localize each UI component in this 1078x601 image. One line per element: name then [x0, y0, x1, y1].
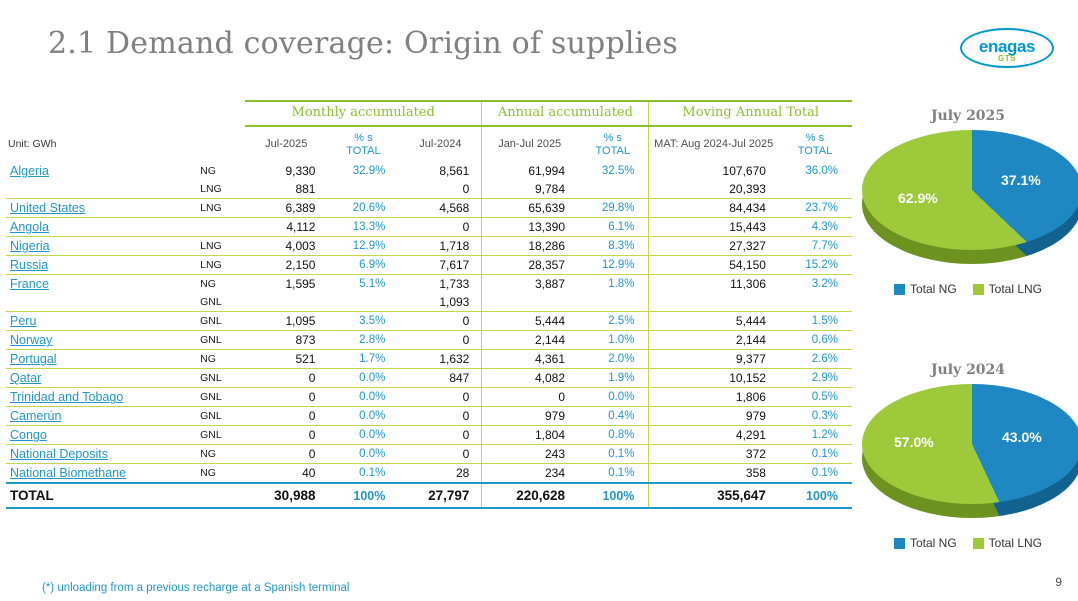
- cell-jul2024: 1,093: [399, 293, 481, 312]
- total-label: TOTAL: [6, 483, 192, 508]
- row-fuel: [192, 218, 245, 237]
- row-fuel: GNL: [192, 407, 245, 426]
- cell-jul2025: 9,330: [285, 164, 316, 179]
- cell-mat: 10,152: [649, 369, 778, 388]
- total-jul2025: 30,988: [245, 483, 327, 508]
- row-label[interactable]: Peru: [6, 312, 192, 331]
- row-fuel: LNG: [192, 199, 245, 218]
- cell-jul2025: 521: [245, 350, 327, 369]
- cell-mat: 27,327: [649, 237, 778, 256]
- cell-jul2024: 0: [399, 180, 481, 199]
- cell-mat: 372: [649, 445, 778, 464]
- total-fuel: [192, 483, 245, 508]
- table-row: [6, 180, 852, 199]
- footnote: (*) unloading from a previous recharge at a Spanish terminal: [42, 582, 350, 594]
- cell-mat: 979: [649, 407, 778, 426]
- table-row: [6, 464, 852, 484]
- total-mat: 355,647: [649, 483, 778, 508]
- row-fuel: NG: [192, 464, 245, 484]
- cell-pct-annual: [577, 180, 649, 199]
- cell-pct-annual: 1.8%: [608, 278, 635, 291]
- cell-pct-mat: [778, 180, 852, 199]
- chart-title: July 2024: [930, 362, 1006, 378]
- cell-pct-monthly: 13.3%: [327, 218, 399, 237]
- cell-pct-mat: 0.5%: [778, 388, 852, 407]
- legend-swatch-ng-icon: [894, 284, 905, 295]
- row-label[interactable]: National Biomethane: [6, 464, 192, 484]
- cell-mat: 5,444: [649, 312, 778, 331]
- row-label[interactable]: Algeria: [10, 164, 49, 179]
- cell-janjul2025: 1,804: [482, 426, 577, 445]
- table-row: [6, 275, 852, 294]
- col-header-jul2024: Jul-2024: [419, 138, 462, 151]
- row-fuel: GNL: [192, 312, 245, 331]
- cell-pct-annual: 0.8%: [577, 426, 649, 445]
- cell-pct-mat: 4.3%: [778, 218, 852, 237]
- cell-pct-monthly: 2.8%: [327, 331, 399, 350]
- row-label[interactable]: Norway: [6, 331, 192, 350]
- cell-jul2025: 4,003: [245, 237, 327, 256]
- cell-jul2024: 0: [399, 445, 481, 464]
- row-fuel: LNG: [192, 180, 245, 199]
- table-row: [6, 237, 852, 256]
- col-header-pct-mat: % s TOTAL: [797, 132, 833, 157]
- page-number: 9: [1055, 575, 1062, 589]
- cell-mat: 9,377: [649, 350, 778, 369]
- cell-pct-annual: 0.1%: [577, 445, 649, 464]
- cell-jul2025: 1,095: [245, 312, 327, 331]
- cell-pct-monthly: 0.0%: [327, 426, 399, 445]
- cell-mat: 20,393: [649, 180, 778, 199]
- table-row: [6, 256, 852, 275]
- cell-pct-monthly: 0.0%: [327, 445, 399, 464]
- row-fuel: GNL: [192, 426, 245, 445]
- legend-label-ng: Total NG: [909, 282, 957, 296]
- cell-pct-annual: 0.4%: [577, 407, 649, 426]
- cell-pct-monthly: [327, 293, 399, 312]
- cell-jul2024: 28: [399, 464, 481, 484]
- cell-mat: 2,144: [649, 331, 778, 350]
- legend-item-ng: [894, 282, 957, 296]
- unit-label: Unit: GWh: [8, 138, 57, 151]
- cell-pct-monthly: 32.9%: [352, 165, 386, 178]
- table-row: [6, 369, 852, 388]
- table-row: [6, 350, 852, 369]
- cell-pct-mat: 0.6%: [778, 331, 852, 350]
- cell-janjul2025: 0: [482, 388, 577, 407]
- cell-jul2025: 0: [245, 388, 327, 407]
- cell-jul2025: 1,595: [285, 277, 316, 292]
- total-janjul2025: 220,628: [482, 483, 577, 508]
- row-fuel: GNL: [192, 369, 245, 388]
- cell-pct-monthly: 0.0%: [327, 369, 399, 388]
- cell-pct-monthly: 20.6%: [327, 199, 399, 218]
- cell-pct-annual: 32.5%: [601, 165, 635, 178]
- supplies-table: [6, 100, 852, 509]
- cell-jul2024: 7,617: [399, 256, 481, 275]
- row-fuel: GNL: [192, 293, 245, 312]
- logo-wordmark: enagas: [978, 37, 1036, 56]
- cell-mat: 107,670: [649, 162, 778, 180]
- cell-mat: 15,443: [649, 218, 778, 237]
- cell-mat: [649, 293, 778, 312]
- cell-jul2025: 0: [245, 369, 327, 388]
- row-label: [6, 293, 192, 312]
- legend-swatch-ng-icon: [894, 538, 905, 549]
- row-fuel: NG: [200, 278, 216, 291]
- legend-label-ng: Total NG: [909, 536, 957, 550]
- row-label: [6, 180, 192, 199]
- col-header-janjul2025: Jan-Jul 2025: [482, 126, 577, 162]
- cell-pct-mat: 3.2%: [811, 278, 838, 291]
- pie-label-lng: 62.9%: [898, 190, 938, 206]
- row-label[interactable]: Congo: [6, 426, 192, 445]
- cell-pct-mat: 1.5%: [778, 312, 852, 331]
- row-fuel: NG: [192, 445, 245, 464]
- table-row: [6, 331, 852, 350]
- legend-label-lng: Total LNG: [988, 282, 1043, 296]
- cell-jul2024: 0: [399, 407, 481, 426]
- table-row: [6, 388, 852, 407]
- table-total-row: [6, 483, 852, 508]
- col-header-jul2025: Jul-2025: [265, 138, 308, 151]
- cell-pct-monthly: 12.9%: [327, 237, 399, 256]
- cell-pct-annual: 29.8%: [577, 199, 649, 218]
- cell-jul2024: 0: [399, 312, 481, 331]
- chart-legend-2024: [862, 536, 1074, 550]
- cell-pct-monthly: 0.0%: [327, 407, 399, 426]
- cell-janjul2025: 4,361: [482, 350, 577, 369]
- cell-jul2025: 6,389: [245, 199, 327, 218]
- table-row: [6, 218, 852, 237]
- cell-pct-mat: 0.1%: [778, 464, 852, 484]
- row-label[interactable]: France: [10, 277, 49, 292]
- cell-jul2025: 4,112: [245, 218, 327, 237]
- cell-janjul2025: 65,639: [482, 199, 577, 218]
- table-row: [6, 162, 852, 180]
- chart-july-2024: [862, 362, 1074, 550]
- sub-header-row: [6, 126, 852, 162]
- cell-pct-annual: 0.0%: [577, 388, 649, 407]
- group-header-annual: Annual accumulated: [482, 101, 649, 126]
- cell-jul2025: 0: [245, 445, 327, 464]
- cell-pct-monthly: 5.1%: [359, 278, 386, 291]
- cell-jul2025: 873: [245, 331, 327, 350]
- cell-pct-mat: [778, 293, 852, 312]
- row-fuel: NG: [200, 165, 216, 178]
- cell-jul2025: 0: [245, 407, 327, 426]
- cell-janjul2025: 13,390: [482, 218, 577, 237]
- table-row: [6, 199, 852, 218]
- cell-pct-mat: 2.9%: [778, 369, 852, 388]
- cell-jul2025: 2,150: [245, 256, 327, 275]
- legend-item-ng: [894, 536, 957, 550]
- page-title: 2.1 Demand coverage: Origin of supplies: [48, 26, 678, 61]
- cell-pct-mat: 7.7%: [778, 237, 852, 256]
- group-header-mat: Moving Annual Total: [649, 101, 852, 126]
- cell-janjul2025: 4,082: [482, 369, 577, 388]
- cell-janjul2025: 3,887: [482, 275, 577, 294]
- pie-label-lng: 57.0%: [894, 434, 934, 450]
- cell-pct-mat: 0.1%: [778, 445, 852, 464]
- cell-jul2025: 881: [245, 180, 327, 199]
- cell-pct-mat: 36.0%: [805, 165, 838, 178]
- legend-label-lng: Total LNG: [988, 536, 1043, 550]
- row-label[interactable]: Camerún: [6, 407, 192, 426]
- cell-pct-annual: 2.0%: [577, 350, 649, 369]
- cell-jul2024: 8,561: [439, 164, 470, 179]
- col-header-pct-monthly: % s TOTAL: [346, 132, 381, 157]
- table-row: [6, 445, 852, 464]
- pie-chart-2024: [862, 384, 1078, 522]
- row-label[interactable]: Nigeria: [6, 237, 192, 256]
- cell-jul2024: 0: [399, 331, 481, 350]
- row-label[interactable]: Trinidad and Tobago: [6, 388, 192, 407]
- cell-jul2025: [245, 293, 327, 312]
- col-header-pct-annual: % s TOTAL: [595, 132, 630, 157]
- cell-jul2024: 1,718: [399, 237, 481, 256]
- row-label[interactable]: National Deposits: [6, 445, 192, 464]
- cell-pct-mat: 2.6%: [778, 350, 852, 369]
- col-header-mat-range: MAT: Aug 2024-Jul 2025: [649, 126, 778, 162]
- table-row: [6, 312, 852, 331]
- cell-pct-monthly: 1.7%: [327, 350, 399, 369]
- cell-mat: 54,150: [649, 256, 778, 275]
- cell-mat: 1,806: [649, 388, 778, 407]
- pie-chart-2025: [862, 130, 1078, 268]
- cell-pct-annual: 2.5%: [577, 312, 649, 331]
- row-fuel: NG: [192, 350, 245, 369]
- cell-pct-annual: 0.1%: [577, 464, 649, 484]
- row-label[interactable]: Qatar: [6, 369, 192, 388]
- cell-jul2024: 1,632: [399, 350, 481, 369]
- cell-jul2024: 4,568: [399, 199, 481, 218]
- cell-pct-monthly: [327, 180, 399, 199]
- cell-janjul2025: 234: [482, 464, 577, 484]
- cell-pct-annual: 1.9%: [577, 369, 649, 388]
- cell-pct-monthly: 6.9%: [327, 256, 399, 275]
- cell-pct-monthly: 3.5%: [327, 312, 399, 331]
- total-jul2024: 27,797: [399, 483, 481, 508]
- table-row: [6, 293, 852, 312]
- chart-title: July 2025: [930, 108, 1006, 124]
- row-label[interactable]: Russia: [6, 256, 192, 275]
- cell-pct-mat: 15.2%: [778, 256, 852, 275]
- table-row: [6, 426, 852, 445]
- total-pct-monthly: 100%: [327, 483, 399, 508]
- cell-janjul2025: 28,357: [482, 256, 577, 275]
- cell-janjul2025: 979: [482, 407, 577, 426]
- cell-pct-mat: 0.3%: [778, 407, 852, 426]
- cell-janjul2025: [482, 293, 577, 312]
- cell-jul2024: 0: [399, 388, 481, 407]
- cell-jul2024: 0: [399, 218, 481, 237]
- cell-jul2024: 1,733: [439, 277, 470, 292]
- cell-pct-mat: 1.2%: [778, 426, 852, 445]
- group-header-row: [6, 101, 852, 126]
- supplies-table-container: [6, 100, 852, 509]
- cell-pct-annual: 8.3%: [577, 237, 649, 256]
- cell-pct-annual: 6.1%: [577, 218, 649, 237]
- cell-jul2024: 0: [399, 426, 481, 445]
- table-row: [6, 407, 852, 426]
- row-fuel: GNL: [192, 388, 245, 407]
- cell-mat: 358: [649, 464, 778, 484]
- enagas-logo: [960, 28, 1056, 76]
- legend-item-lng: [973, 282, 1042, 296]
- cell-pct-annual: 12.9%: [577, 256, 649, 275]
- cell-mat: 84,434: [649, 199, 778, 218]
- row-fuel: GNL: [192, 331, 245, 350]
- cell-janjul2025: 2,144: [482, 331, 577, 350]
- cell-janjul2025: 5,444: [482, 312, 577, 331]
- row-label[interactable]: United States: [6, 199, 192, 218]
- chart-july-2025: [862, 108, 1074, 296]
- cell-pct-mat: 23.7%: [778, 199, 852, 218]
- row-fuel: LNG: [192, 237, 245, 256]
- cell-pct-monthly: 0.1%: [327, 464, 399, 484]
- cell-pct-annual: 1.0%: [577, 331, 649, 350]
- row-fuel: LNG: [192, 256, 245, 275]
- cell-jul2025: 0: [245, 426, 327, 445]
- cell-jul2024: 847: [399, 369, 481, 388]
- total-pct-annual: 100%: [577, 483, 649, 508]
- cell-pct-annual: [577, 293, 649, 312]
- cell-janjul2025: 61,994: [482, 162, 577, 180]
- chart-legend-2025: [862, 282, 1074, 296]
- cell-pct-monthly: 0.0%: [327, 388, 399, 407]
- cell-jul2025: 40: [245, 464, 327, 484]
- logo-subtext: GTS: [998, 54, 1016, 63]
- pie-label-ng: 37.1%: [1001, 172, 1041, 188]
- row-label[interactable]: Portugal: [6, 350, 192, 369]
- row-label[interactable]: Angola: [6, 218, 192, 237]
- legend-swatch-lng-icon: [973, 538, 984, 549]
- pie-slices: [862, 130, 1078, 250]
- legend-item-lng: [973, 536, 1042, 550]
- cell-mat: 11,306: [649, 275, 778, 294]
- cell-janjul2025: 18,286: [482, 237, 577, 256]
- pie-label-ng: 43.0%: [1002, 429, 1042, 445]
- cell-janjul2025: 243: [482, 445, 577, 464]
- group-header-monthly: Monthly accumulated: [245, 101, 482, 126]
- cell-janjul2025: 9,784: [482, 180, 577, 199]
- legend-swatch-lng-icon: [973, 284, 984, 295]
- cell-mat: 4,291: [649, 426, 778, 445]
- total-pct-mat: 100%: [778, 483, 852, 508]
